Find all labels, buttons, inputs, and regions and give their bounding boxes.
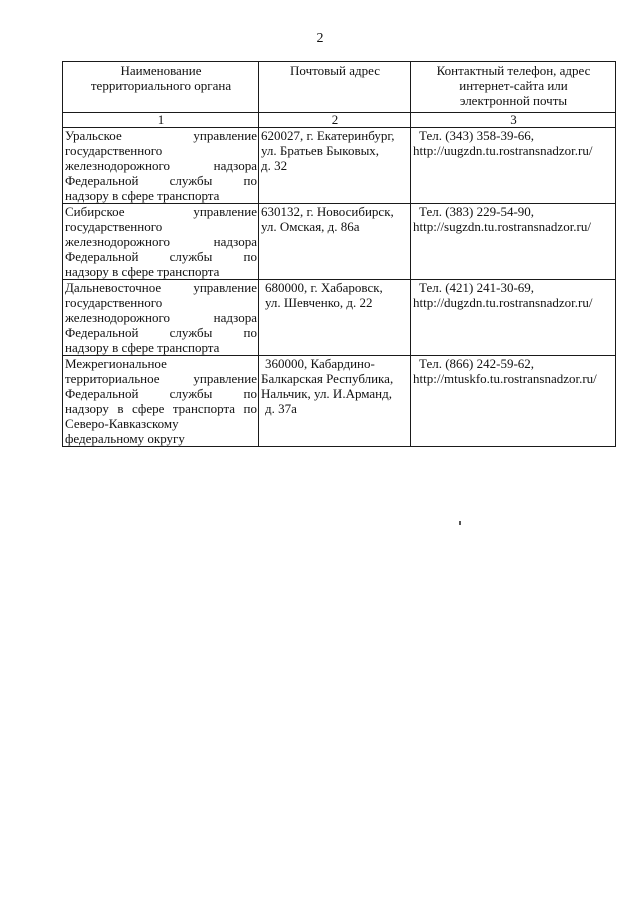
contact-cell xyxy=(411,204,616,280)
address-line: 680000, г. Хабаровск, xyxy=(265,280,383,295)
table-header-row xyxy=(63,62,616,113)
org-name-line: Дальневосточное управление xyxy=(65,280,257,295)
website-link[interactable]: http://dugzdn.tu.rostransnadzor.ru/ xyxy=(413,295,593,310)
header-contact xyxy=(411,62,616,113)
phone-text: Тел. (383) 229-54-90, xyxy=(419,204,535,219)
contact-cell xyxy=(411,128,616,204)
table-row xyxy=(63,280,616,356)
page-number: 2 xyxy=(316,31,324,46)
org-name-line: надзору в сфере транспорта по xyxy=(65,401,257,416)
org-name-line: Северо-Кавказскому xyxy=(65,416,179,431)
column-number: 1 xyxy=(63,113,259,128)
org-name-line: Межрегиональное xyxy=(65,356,167,371)
website-link[interactable]: http://sugzdn.tu.rostransnadzor.ru/ xyxy=(413,219,592,234)
org-name-line: надзору в сфере транспорта xyxy=(65,340,220,355)
org-name-line: Федеральной службы по xyxy=(65,173,257,188)
address-line: ул. Шевченко, д. 22 xyxy=(265,295,373,310)
org-name-line: государственного xyxy=(65,143,163,158)
postal-address-cell xyxy=(259,280,411,356)
org-name-cell xyxy=(63,204,259,280)
header-text-line: территориального органа xyxy=(90,78,232,93)
header-text-line: электронной почты xyxy=(459,93,568,108)
org-name-line: государственного xyxy=(65,219,163,234)
org-name-cell xyxy=(63,128,259,204)
header-text-line: Почтовый адрес xyxy=(290,63,380,78)
org-name-line: государственного xyxy=(65,295,163,310)
org-name-line: надзору в сфере транспорта xyxy=(65,188,220,203)
header-text-line: интернет-сайта или xyxy=(459,78,568,93)
header-text-line: Контактный телефон, адрес xyxy=(436,63,591,78)
territorial-bodies-table xyxy=(62,61,616,447)
website-link[interactable]: http://mtuskfo.tu.rostransnadzor.ru/ xyxy=(413,371,597,386)
address-line: д. 32 xyxy=(261,158,288,173)
org-name-cell xyxy=(63,280,259,356)
header-text-line: Наименование xyxy=(120,63,202,78)
org-name-line: Федеральной службы по xyxy=(65,249,257,264)
org-name-line: железнодорожного надзора xyxy=(65,234,257,249)
table-row xyxy=(63,204,616,280)
scan-speck xyxy=(459,521,461,525)
postal-address-cell xyxy=(259,204,411,280)
column-number: 3 xyxy=(411,113,616,128)
postal-address-cell xyxy=(259,356,411,447)
header-org-name xyxy=(63,62,259,113)
org-name-cell xyxy=(63,356,259,447)
contact-cell xyxy=(411,280,616,356)
org-name-line: Уральское управление xyxy=(65,128,257,143)
address-line: Балкарская Республика, xyxy=(261,371,394,386)
column-number: 2 xyxy=(259,113,411,128)
org-name-line: территориальное управление xyxy=(65,371,257,386)
org-name-line: Федеральной службы по xyxy=(65,325,257,340)
address-line: ул. Братьев Быковых, xyxy=(261,143,380,158)
table-row xyxy=(63,356,616,447)
org-name-line: железнодорожного надзора xyxy=(65,310,257,325)
postal-address-cell xyxy=(259,128,411,204)
contact-cell xyxy=(411,356,616,447)
org-name-line: железнодорожного надзора xyxy=(65,158,257,173)
address-line: 630132, г. Новосибирск, xyxy=(261,204,394,219)
website-link[interactable]: http://uugzdn.tu.rostransnadzor.ru/ xyxy=(413,143,593,158)
org-name-line: надзору в сфере транспорта xyxy=(65,264,220,279)
header-postal-address xyxy=(259,62,411,113)
org-name-line: Федеральной службы по xyxy=(65,386,257,401)
address-line: Нальчик, ул. И.Арманд, xyxy=(261,386,392,401)
phone-text: Тел. (421) 241-30-69, xyxy=(419,280,535,295)
address-line: 620027, г. Екатеринбург, xyxy=(261,128,395,143)
table-row xyxy=(63,128,616,204)
org-name-line: Сибирское управление xyxy=(65,204,257,219)
phone-text: Тел. (343) 358-39-66, xyxy=(419,128,535,143)
address-line: ул. Омская, д. 86а xyxy=(261,219,360,234)
address-line: д. 37а xyxy=(265,401,297,416)
phone-text: Тел. (866) 242-59-62, xyxy=(419,356,535,371)
address-line: 360000, Кабардино- xyxy=(265,356,375,371)
column-number-row xyxy=(63,113,616,128)
org-name-line: федеральному округу xyxy=(65,431,185,446)
